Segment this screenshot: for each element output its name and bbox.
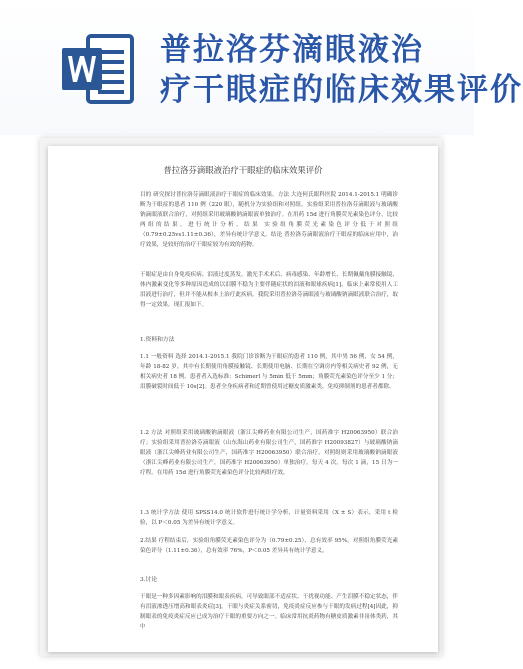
abstract-paragraph: 目的 研究探讨普拉洛芬滴眼液治疗干眼症的临床效果。方法 大连何氏眼科医院 2014.1-2015.1 明确诊断为干眼症的患者 110 例（220 眼），随机分为实验组和对照组，实验组采用普拉洛芬滴眼液与玻璃酸钠滴眼液联合治疗，对照组采用玻璃酸钠滴眼液单独治疗。在用药 15d 进行角膜荧光素染色评分，比较两组的结果，进行统计分析。结果 实验组角膜荧光素染色评分低于对照组（0.79±0.25vs1.11±0.36），差异有统计学意义。结论 普拉洛芬滴眼液治疗干眼症的临床应用中，治疗效果，是较好的治疗干眼症较为有效的药物。 — [140, 192, 398, 248]
header-banner — [0, 0, 523, 135]
page-title-line-1: 普拉洛芬滴眼液治 — [160, 32, 424, 68]
word-document-icon — [58, 30, 138, 110]
section-1-3-paragraph: 1.3 统计学方法 使用 SPSS14.0 统计软件进行统计学分析，计量资料采用（X ± S）表示，采用 t 检验，以 P＜0.05 为差异有统计学意义。 — [140, 510, 398, 526]
intro-paragraph: 干眼症是由自身免疫疾病、泪液过度蒸发、激光手术术后、病毒感染、年龄增长、长期佩戴角膜接触镜、体内激素变化等多种原因造成的以泪膜不稳为主要伴随症状的泪液和眼球疾病[1]。临床上素常使用人工泪液进行治疗，但并不能从根本上治疗此疾病。我院采用普拉洛芬滴眼液与玻璃酸钠滴眼液联合治疗，取得一定效果，现汇报如下。 — [140, 272, 398, 308]
section-1-1-paragraph: 1.1 一般资料 选择 2014.1-2015.1 我院门诊诊断为干眼症的患者 110 例，其中男 56 例，女 54 例，年龄 18-82 岁，其中有长期使用角膜接触镜、长期使用电脑、长期在空调房内等相关病史者 92 例，无相关病史者 18 例。患者者入选标准：Schimerl 与 5min 低于 5mm；角膜荧光素染色评分至少 1 分；泪膜破裂时间低于 10s[2]。患者全身疾病者和近期曾使用过糖皮质激素类、免疫抑制剂的患者者都除。 — [140, 354, 398, 390]
discussion-paragraph: 干眼是一种多因素影响的泪膜和眼表疾病，可导致眼部不适症状、干扰视功能、产生泪膜不稳定状态，伴有泪液渗透压增高和眼表炎症[3]。干眼与炎症关系密切，免疫炎症反应参与干眼的发病过程[4]因此，抑制眼表的免疫炎症反应已成为治疗干眼的重要方向之一。临床常用抗炎药物有糖皮质激素非甾体类药，其中 — [140, 594, 398, 630]
section-1-2-paragraph: 1.2 方法 对照组采用玻璃酸钠滴眼液（浙江尖峰药业有限公司生产，国药准字 H20063950）联合治疗；实验组采用普拉洛芬滴眼液（山东海山药业有限公司生产，国药准字 H20093827）与玻璃酸钠滴眼液（浙江尖峰药业有限公司生产，国药准字 H20063950）联合治疗，对照组则采用玻璃酸钠滴眼液（浙江尖峰药业有限公司生产，国药准字 H20063950）单独治疗。每天 4 次，每次 1 滴，15 日为一疗程。在用药 15d 进行角膜荧光素染色评分比较两组疗效。 — [140, 430, 398, 476]
document-title: 普拉洛芬滴眼液治疗干眼症的临床效果评价 — [163, 165, 323, 175]
page-title-line-2: 疗干眼症的临床效果评价 — [160, 72, 523, 108]
results-paragraph: 2.结果 疗程结束后，实验组角膜荧光素染色评分为（0.79±0.25），总有效率 95%。对照组角膜荧光素染色评分（1.11±0.36），总有效率 76%，P＜0.05 差异具有统计学意义。 — [140, 538, 398, 554]
document-page — [48, 146, 438, 652]
section-3-heading: 3.讨论 — [140, 577, 158, 583]
section-1-heading: 1.资料和方法 — [140, 337, 175, 343]
